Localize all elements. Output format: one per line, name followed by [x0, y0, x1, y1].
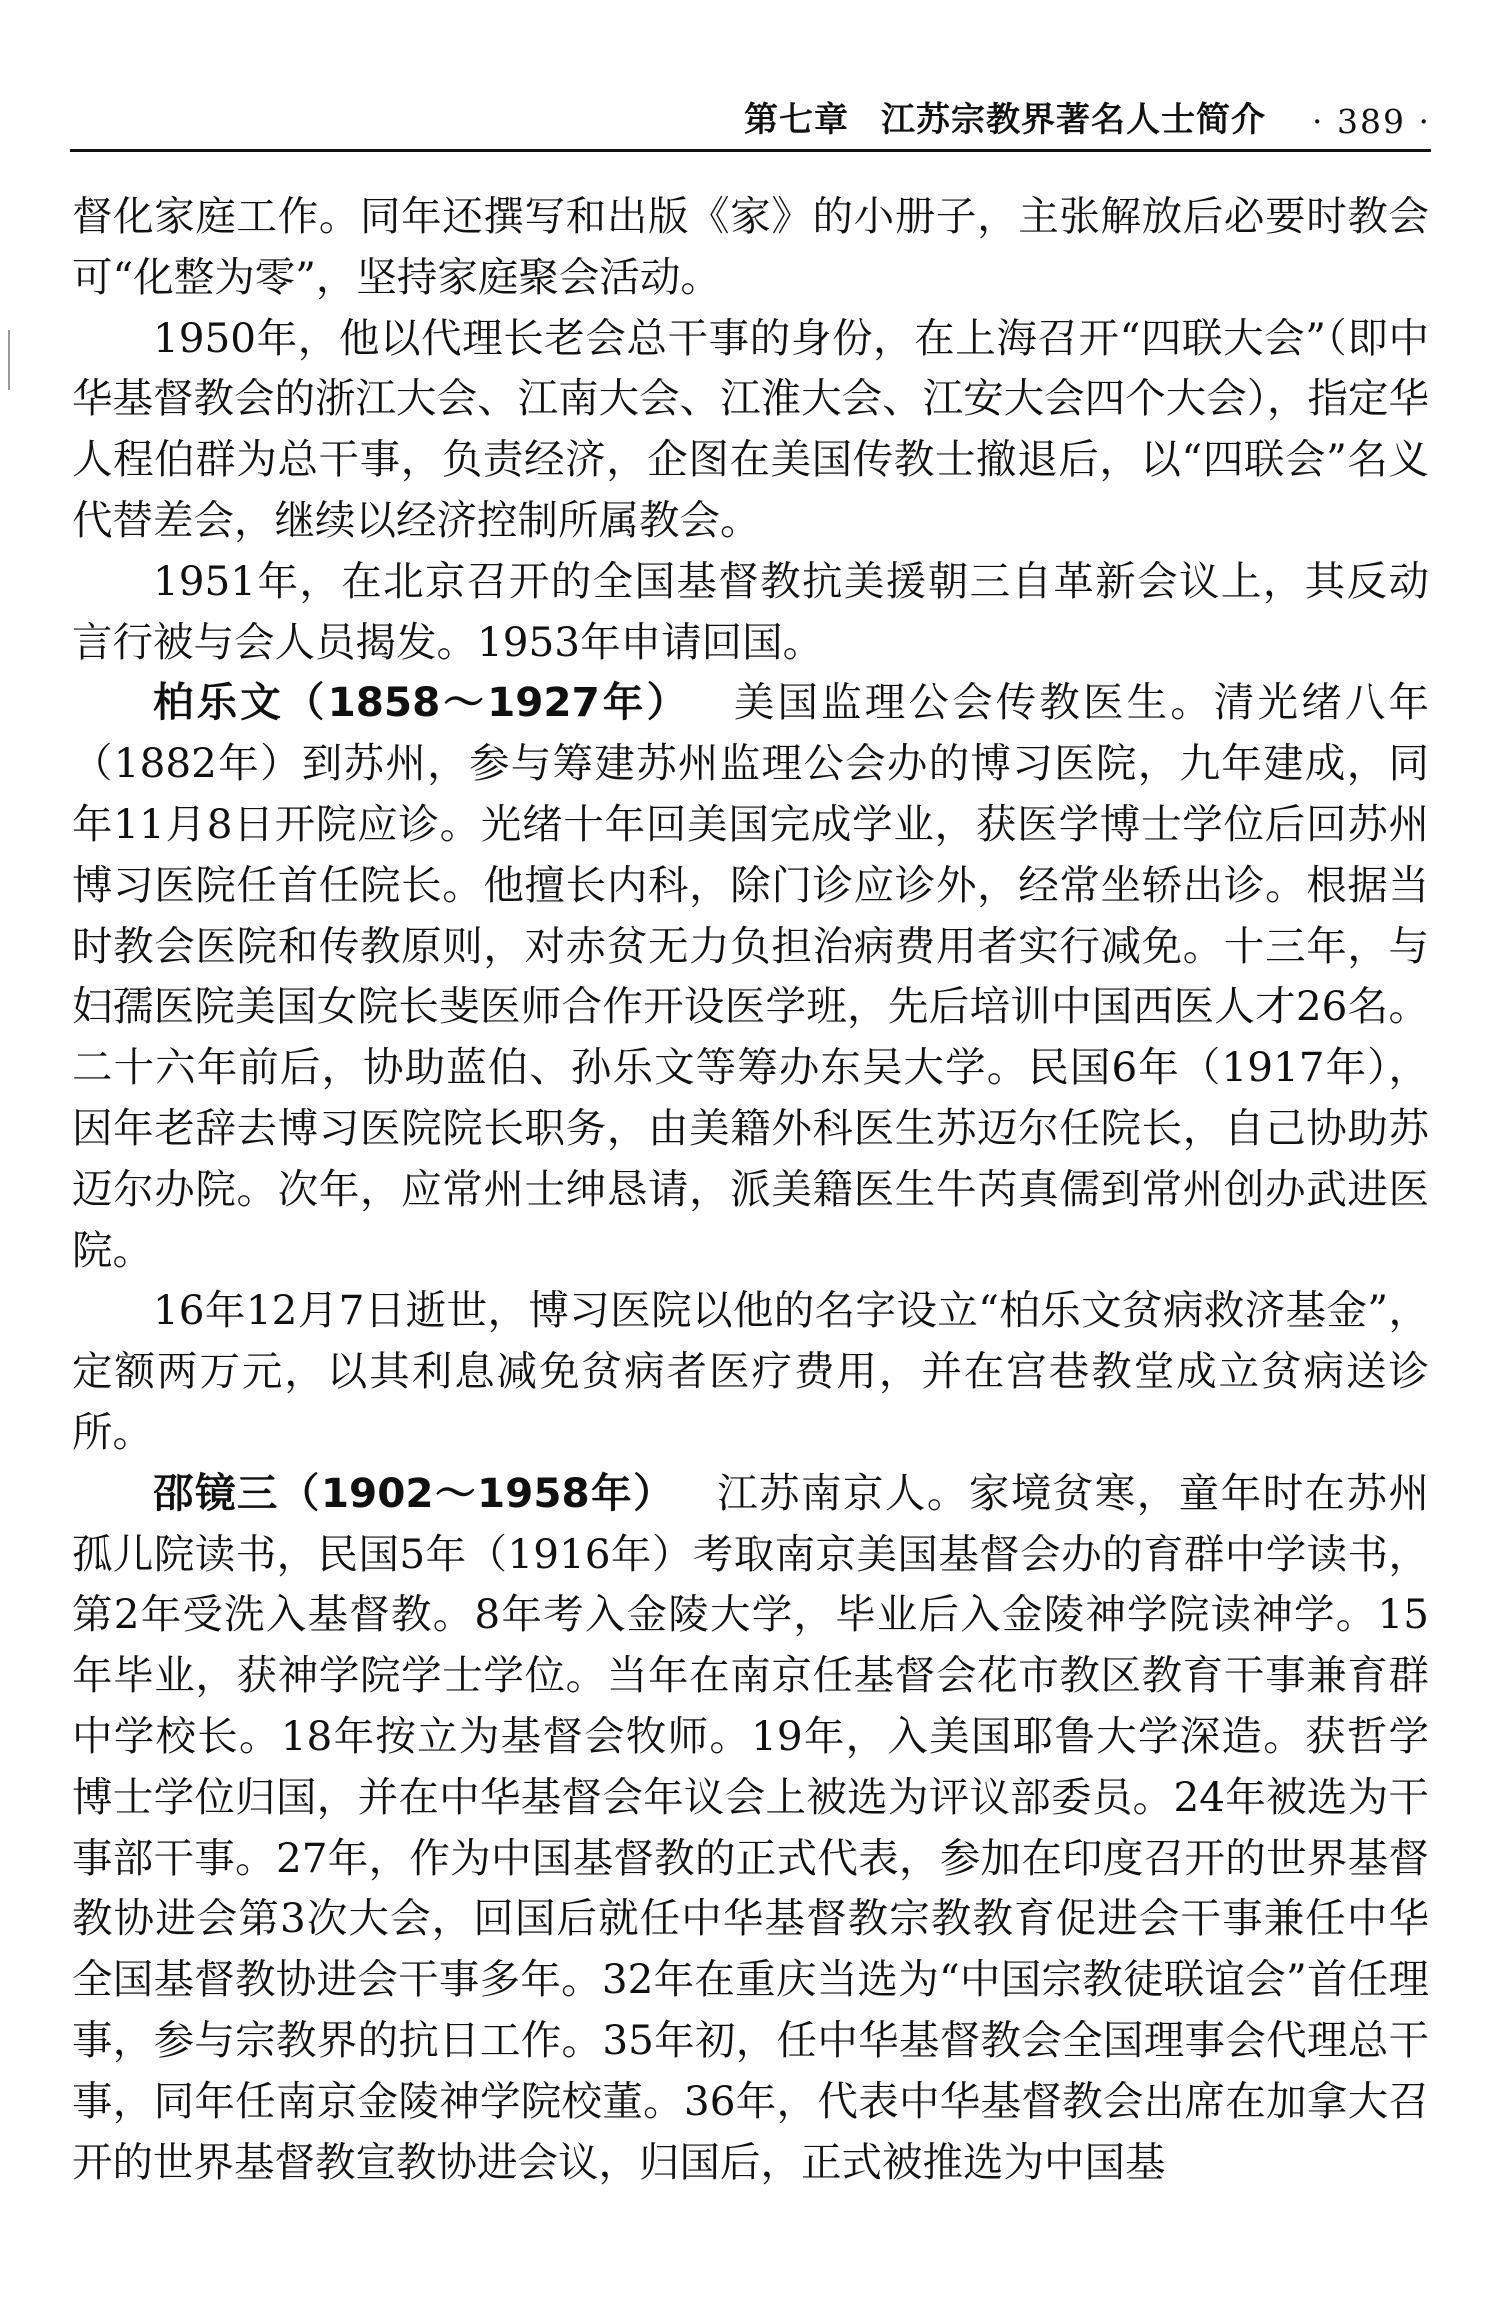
- paragraph-text: 1950年，他以代理长老会总干事的身份，在上海召开“四联大会”（即中华基督教会的浙江大会、江南大会、江淮大会、江安大会四个大会），指定华人程伯群为总干事，负责经济，企图在美国传教士撤退后，以“四联会”名义代替差会，继续以经济控制所属教会。: [72, 313, 1429, 544]
- paragraph-text: 江苏南京人。家境贫寒，童年时在苏州孤儿院读书，民国5年（1916年）考取南京美国基督会办的育群中学读书，第2年受洗入基督教。8年考入金陵大学，毕业后入金陵神学院读神学。15年毕业，获神学院学士学位。当年在南京任基督会花市教区教育干事兼育群中学校长。18年按立为基督会牧师。19年，入美国耶鲁大学深造。获哲学博士学位归国，并在中华基督会年议会上被选为评议部委员。24年被选为干事部干事。27年，作为中国基督教的正式代表，参加在印度召开的世界基督教协进会第3次大会，回国后就任中华基督教宗教教育促进会干事兼任中华全国基督教协进会干事多年。32年在重庆当选为“中国宗教徒联谊会”首任理事，参与宗教界的抗日工作。35年初，任中华基督教会全国理事会代理总干事，同年任南京金陵神学院校董。36年，代表中华基督教会出席在加拿大召开的世界基督教宣教协进会议，归国后，正式被推选为中国基: [72, 1468, 1429, 2186]
- paragraph-text: 16年12月7日逝世，博习医院以他的名字设立“柏乐文贫病救济基金”，定额两万元，以其利息减免贫病者医疗费用，并在宫巷教堂成立贫病送诊所。: [72, 1286, 1429, 1456]
- paragraph: [72, 551, 1429, 673]
- page-number: · 389 ·: [1312, 102, 1431, 141]
- paragraph: [72, 1280, 1429, 1462]
- paragraph: [72, 308, 1429, 551]
- scan-edge-mark: [8, 330, 10, 390]
- entry-name: 柏乐文（1858～1927年）: [153, 678, 691, 727]
- biography-entry-bolton: [72, 672, 1429, 1280]
- running-header: [70, 92, 1431, 152]
- paragraph-text: 1951年，在北京召开的全国基督教抗美援朝三自革新会议上，其反动言行被与会人员揭发。1953年申请回国。: [72, 556, 1429, 666]
- chapter-title: 江苏宗教界著名人士简介: [881, 100, 1267, 140]
- body-text: [72, 186, 1429, 2192]
- paragraph-text: 美国监理公会传教医生。清光绪八年（1882年）到苏州，参与筹建苏州监理公会办的博习医院，九年建成，同年11月8日开院应诊。光绪十年回美国完成学业，获医学博士学位后回苏州博习医院任首任院长。他擅长内科，除门诊应诊外，经常坐轿出诊。根据当时教会医院和传教原则，对赤贫无力负担治病费用者实行减免。十三年，与妇孺医院美国女院长斐医师合作开设医学班，先后培训中国西医人才26名。二十六年前后，协助蓝伯、孙乐文等筹办东吴大学。民国6年（1917年），因年老辞去博习医院院长职务，由美籍外科医生苏迈尔任院长，自己协助苏迈尔办院。次年，应常州士绅恳请，派美籍医生牛芮真儒到常州创办武进医院。: [72, 678, 1429, 1274]
- paragraph-continued: [72, 186, 1429, 308]
- chapter-number: 第七章: [744, 100, 850, 140]
- paragraph-text: 督化家庭工作。同年还撰写和出版《家》的小册子，主张解放后必要时教会可“化整为零”，坚持家庭聚会活动。: [72, 192, 1429, 301]
- entry-name: 邵镜三（1902～1958年）: [153, 1468, 676, 1517]
- biography-entry-shao: [72, 1463, 1429, 2193]
